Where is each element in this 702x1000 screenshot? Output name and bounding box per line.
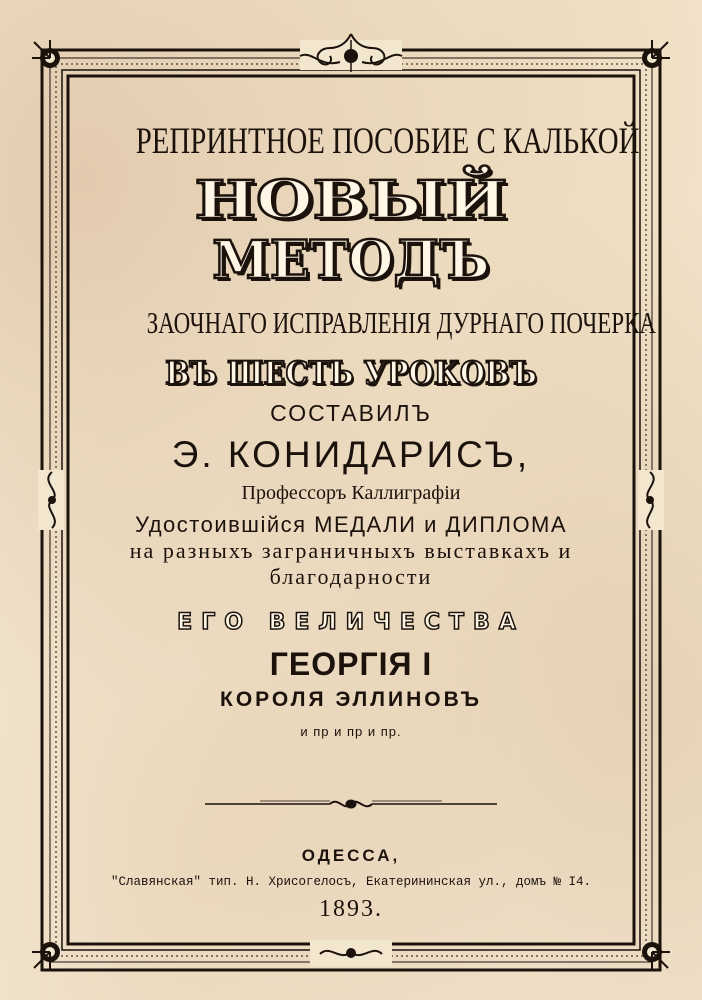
imprint-year: 1893. [319, 896, 383, 922]
lessons-count: ВЪ ШЕСТЬ УРОКОВЪ [165, 354, 537, 392]
reprint-subtitle: РЕПРИНТНОЕ ПОСОБИЕ С КАЛЬКОЙ [135, 121, 640, 162]
title-word-method: МЕТОДЪ [212, 230, 490, 291]
compiled-by-label: СОСТАВИЛЪ [270, 400, 432, 426]
award-line-2: на разныхъ заграничныхъ выставкахъ и [129, 538, 573, 563]
scroll-flourish-icon [310, 940, 392, 966]
title-block [75, 105, 656, 742]
et-cetera: и пр и пр и пр. [300, 724, 402, 739]
imprint-city: ОДЕССА, [301, 846, 401, 865]
scroll-flourish-icon [300, 34, 402, 72]
majesty-label: ЕГО ВЕЛИЧЕСТВА [177, 610, 525, 635]
imprint-block [75, 845, 627, 923]
award-line-3: благодарности [269, 564, 433, 589]
flourish-divider-icon [205, 800, 497, 808]
author-name: Э. КОНИДАРИСЪ, [171, 434, 531, 475]
title-word-new: НОВЫЙ [194, 170, 508, 231]
author-profession: Профессоръ Каллиграфіи [241, 482, 461, 504]
award-line-1: Удостоившійся МЕДАЛИ и ДИПЛОМА [134, 512, 568, 537]
title-description: ЗАОЧНАГО ИСПРАВЛЕНІЯ ДУРНАГО ПОЧЕРКА [146, 305, 656, 340]
king-name: ГЕОРГІЯ I [269, 646, 433, 682]
imprint-printer: "Славянская" тип. Н. Хрисогелосъ, Екатерининская ул., домъ № I4. [110, 875, 592, 889]
king-title: КОРОЛЯ ЭЛЛИНОВЪ [220, 688, 482, 711]
